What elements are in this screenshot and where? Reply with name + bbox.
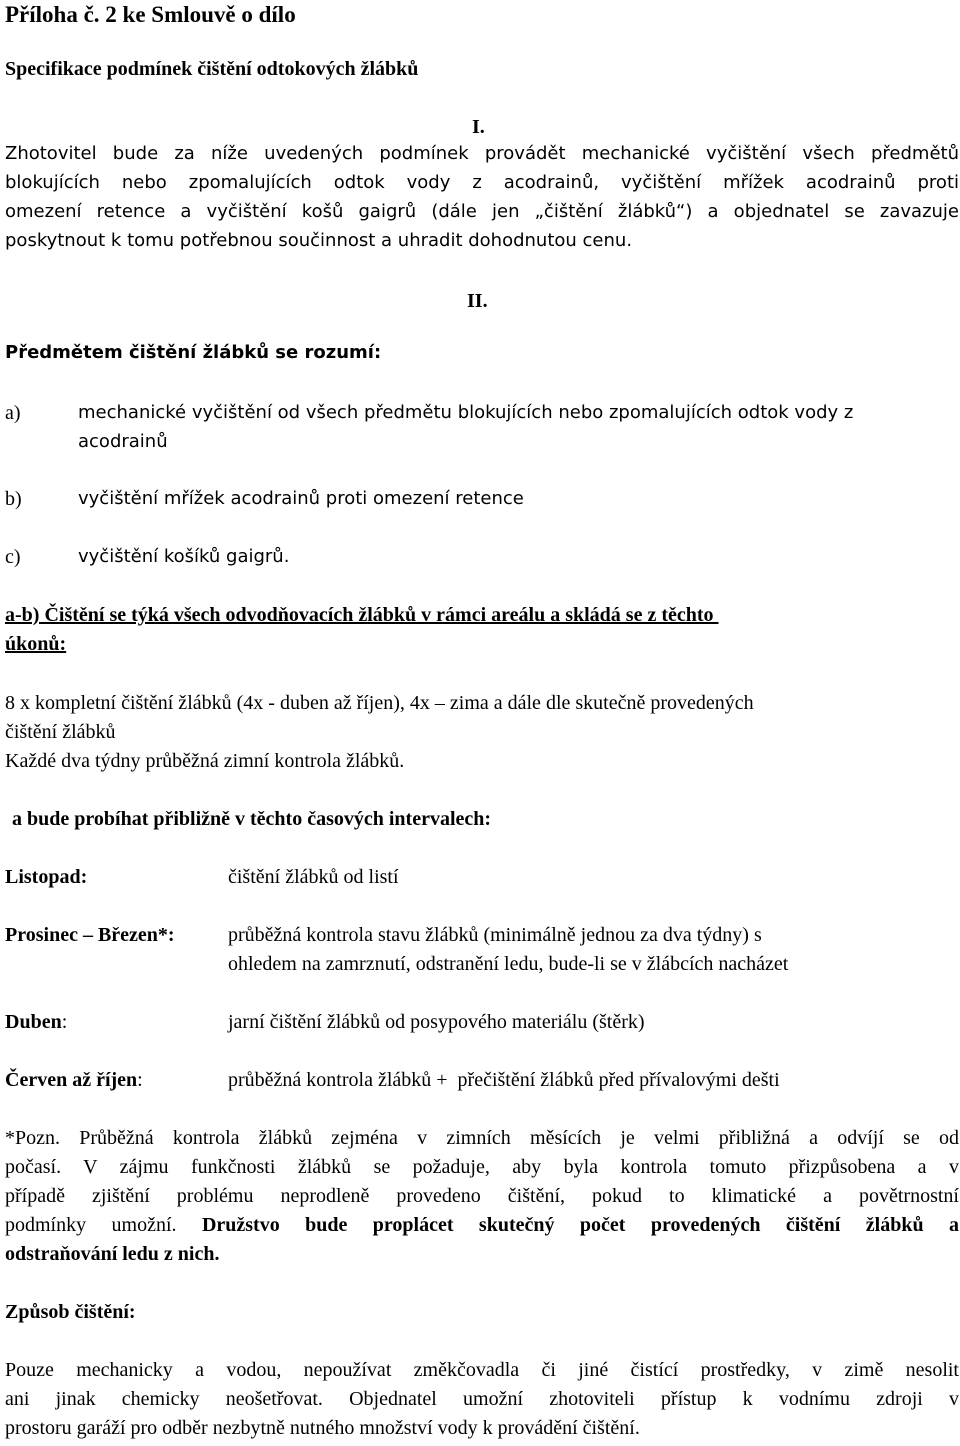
list-marker-b: b): [5, 488, 22, 510]
method-line: prostoru garáží pro odběr nezbytně nutného množství vody k provádění čištění.: [5, 1417, 640, 1439]
section-1-line: poskytnout k tomu potřebnou součinnost a uhradit dohodnutou cenu.: [5, 230, 633, 251]
frequency-text-winter: Každé dva týdny průběžná zimní kontrola žlábků.: [5, 750, 405, 772]
scope-heading: a-b) Čištění se týká všech odvodňovacích žlábků v rámci areálu a skládá se z těchto: [5, 604, 719, 626]
list-marker-c: c): [5, 546, 21, 568]
section-2-heading: Předmětem čištění žlábků se rozumí:: [5, 342, 382, 363]
list-item-a: mechanické vyčištění od všech předmětu blokujících nebo zpomalujících odtok vody z: [78, 402, 854, 423]
note-line-mixed: podmínky umožní. Družstvo bude proplácet skutečný počet provedených čištění žlábků a: [5, 1214, 959, 1236]
scope-heading-cont: úkonů:: [5, 633, 67, 655]
interval-heading: a bude probíhat přibližně v těchto časových intervalech:: [12, 808, 492, 830]
section-1-line: Zhotovitel bude za níže uvedených podmínek provádět mechanické vyčištění všech předmětů: [5, 143, 959, 164]
list-item-a-cont: acodrainů: [78, 431, 168, 452]
list-marker-a: a): [5, 402, 21, 424]
method-line: ani jinak chemicky neošetřovat. Objednatel umožní zhotoviteli přístup k vodnímu zdroji v: [5, 1388, 959, 1410]
list-item-b: vyčištění mřížek acodrainů proti omezení retence: [78, 488, 524, 509]
frequency-text-cont: čištění žlábků: [5, 721, 116, 743]
section-numeral-2: II.: [467, 290, 488, 312]
frequency-text: 8 x kompletní čištění žlábků (4x - duben až říjen), 4x – zima a dále dle skutečně provedených: [5, 692, 754, 714]
schedule-desc-prosinec-brezen-cont: ohledem na zamrznutí, odstranění ledu, bude-li se v žlábcích nacházet: [228, 953, 789, 975]
method-line: Pouze mechanicky a vodou, nepoužívat změkčovadla či jiné čistící prostředky, v zimě nesolit: [5, 1359, 959, 1381]
section-numeral-1: I.: [472, 116, 485, 138]
schedule-label-listopad: Listopad:: [5, 866, 88, 888]
section-1-line: blokujících nebo zpomalujících odtok vody z acodrainů, vyčištění mřížek acodrainů proti: [5, 172, 959, 193]
schedule-desc-prosinec-brezen: průběžná kontrola stavu žlábků (minimálně jednou za dva týdny) s: [228, 924, 762, 946]
list-item-c: vyčištění košíků gaigrů.: [78, 546, 290, 567]
document-subtitle: Specifikace podmínek čištění odtokových žlábků: [5, 58, 419, 80]
schedule-label-cerven-rijen: Červen až říjen:: [5, 1069, 143, 1091]
schedule-desc-listopad: čištění žlábků od listí: [228, 866, 399, 888]
schedule-desc-cerven-rijen: průběžná kontrola žlábků + přečištění žlábků před přívalovými dešti: [228, 1069, 780, 1091]
note-line-bold: odstraňování ledu z nich.: [5, 1243, 220, 1265]
schedule-label-prosinec-brezen: Prosinec – Březen*:: [5, 924, 175, 946]
note-line: případě zjištění problému neprodleně provedeno čištění, pokud to klimatické a povětrnostní: [5, 1185, 959, 1207]
method-heading: Způsob čištění:: [5, 1301, 136, 1323]
section-1-line: omezení retence a vyčištění košů gaigrů (dále jen „čištění žlábků“) a objednatel se zavazuje: [5, 201, 959, 222]
note-line: *Pozn. Průběžná kontrola žlábků zejména v zimních měsících je velmi přibližná a odvíjí se od: [5, 1127, 959, 1149]
document-title: Příloha č. 2 ke Smlouvě o dílo: [5, 2, 296, 27]
note-line: počasí. V zájmu funkčnosti žlábků se požaduje, aby byla kontrola tomuto přizpůsobena a v: [5, 1156, 959, 1178]
schedule-desc-duben: jarní čištění žlábků od posypového materiálu (štěrk): [228, 1011, 645, 1033]
schedule-label-duben: Duben:: [5, 1011, 68, 1033]
